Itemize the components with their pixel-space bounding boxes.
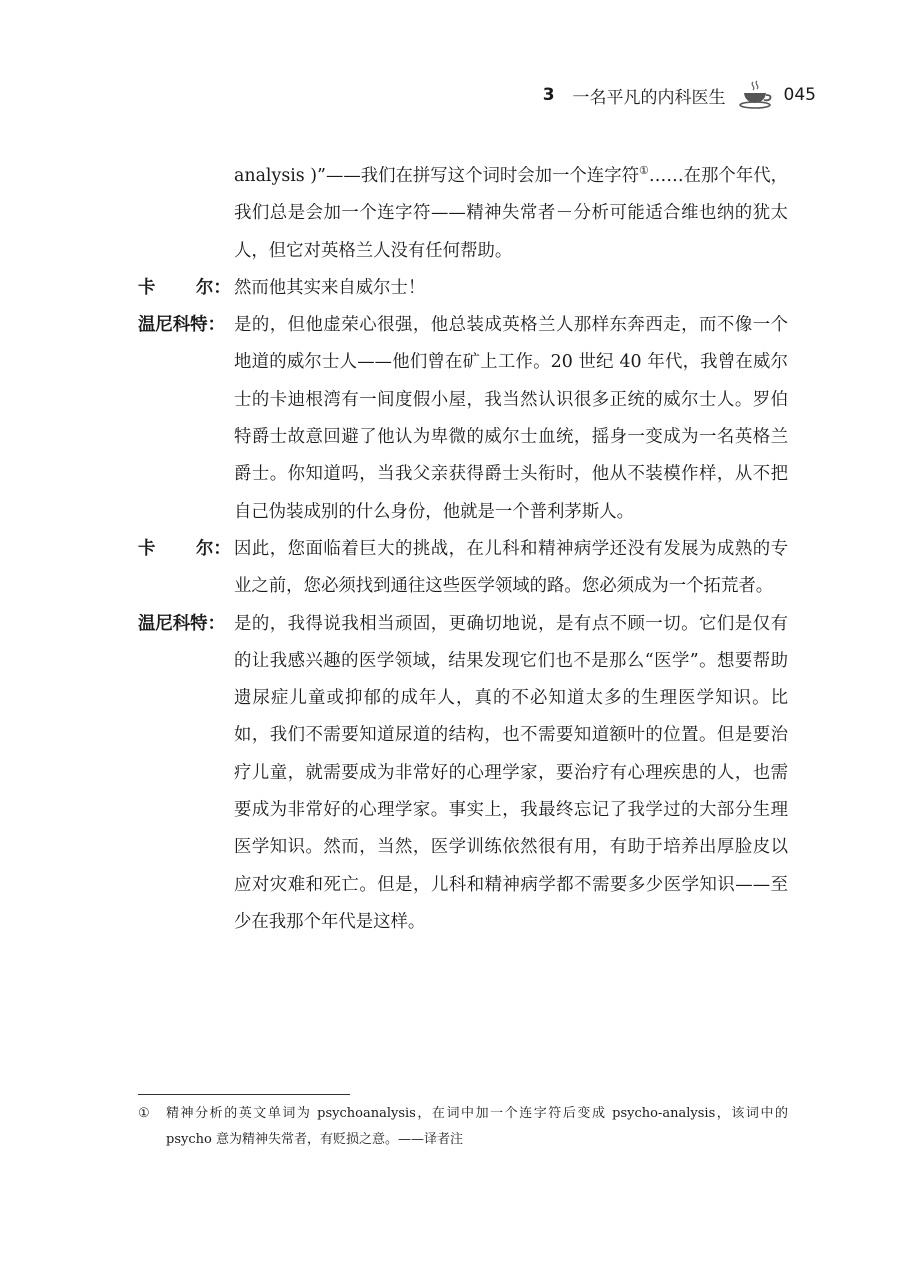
speaker-label: 卡 尔： [138, 538, 231, 559]
coffee-cup-icon [736, 80, 774, 110]
dialogue-text: 因此，您面临着巨大的挑战，在儿科和精神病学还没有发展为成熟的专业之前，您必须找到通往这些医学领域的路。您必须成为一个拓荒者。 [234, 538, 788, 597]
dialogue-line [138, 606, 788, 942]
dialogue-line [138, 531, 788, 606]
footnote-text: 精神分析的英文单词为 psychoanalysis，在词中加一个连字符后变成 psycho-analysis，该词中的 psycho 意为精神失常者，有贬损之意。——译者注 [166, 1106, 788, 1147]
footnote-divider [138, 1094, 350, 1095]
chapter-title: 一名平凡的内科医生 [572, 87, 726, 108]
dialogue-text: 然而他其实来自威尔士！ [234, 277, 426, 298]
footnote [138, 1101, 788, 1153]
speaker-label: 温尼科特： [138, 613, 225, 634]
dialogue-text: 是的，但他虚荣心很强，他总装成英格兰人那样东奔西走，而不像一个地道的威尔士人——他们曾在矿上工作。20 世纪 40 年代，我曾在威尔士的卡迪根湾有一间度假小屋，我当然认识很多正统的威尔士人。罗伯特爵士故意回避了他认为卑微的威尔士血统，摇身一变成为一名英格兰爵士。你知道吗，当我父亲获得爵士头衔时，他从不装模作样，从不把自己伪装成别的什么身份，他就是一个普利茅斯人。 [234, 315, 788, 522]
footnote-mark: ① [138, 1106, 150, 1121]
chapter-number: 3 [542, 85, 555, 105]
dialogue-line [138, 307, 788, 531]
page-number: 045 [783, 85, 816, 105]
dialogue-text: 是的，我得说我相当顽固，更确切地说，是有点不顾一切。它们是仅有的让我感兴趣的医学领域，结果发现它们也不是那么“医学”。想要帮助遗尿症儿童或抑郁的成年人，真的不必知道太多的生理医学知识。比如，我们不需要知道尿道的结构，也不需要知道额叶的位置。但是要治疗儿童，就需要成为非常好的心理学家，要治疗有心理疾患的人，也需要成为非常好的心理学家。事实上，我最终忘记了我学过的大部分生理医学知识。然而，当然，医学训练依然很有用，有助于培养出厚脸皮以应对灾难和死亡。但是，儿科和精神病学都不需要多少医学知识——至少在我那个年代是这样。 [234, 613, 788, 932]
dialogue-line [138, 270, 788, 307]
running-header [543, 80, 816, 110]
continuation-text-rest: ……在那个年代，我们总是会加一个连字符——精神失常者－分析可能适合维也纳的犹太人，但它对英格兰人没有任何帮助。 [234, 166, 788, 261]
speaker-label: 卡 尔： [138, 277, 231, 298]
continuation-paragraph [138, 158, 788, 270]
footnote-reference: ① [638, 164, 649, 178]
page-body [138, 158, 788, 941]
speaker-label: 温尼科特： [138, 315, 225, 336]
continuation-text: analysis )”——我们在拼写这个词时会加一个连字符 [234, 166, 639, 186]
